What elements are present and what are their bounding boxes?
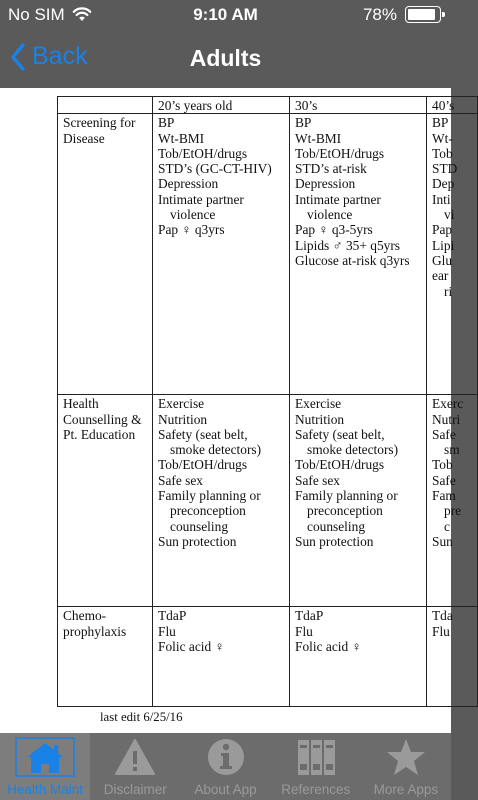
row-label-line: Disease	[63, 130, 105, 146]
cell-line: ear	[432, 268, 449, 284]
cell-line: Flu	[295, 623, 313, 639]
cell-line: Tob	[432, 145, 453, 161]
cell-line: Inti	[432, 191, 451, 207]
column-header: 20’s years old	[153, 97, 290, 114]
battery-percent: 78%	[362, 5, 397, 24]
table-cell	[427, 114, 478, 395]
cell-line: Pap	[432, 222, 453, 238]
star-icon	[385, 737, 427, 777]
cell-line: Sun protection	[158, 533, 237, 549]
cell-line: Tob/EtOH/drugs	[295, 457, 385, 473]
cell-line: Wt-BMI	[295, 130, 342, 146]
cell-line: Tob	[432, 457, 453, 473]
cell-line: Safe sex	[158, 472, 203, 488]
table-cell	[153, 395, 290, 607]
table-cell	[153, 114, 290, 395]
cell-line: Lipids ♂ 35+ q5yrs	[295, 237, 401, 253]
status-bar	[0, 0, 451, 30]
cell-line: smoke detectors)	[170, 442, 262, 458]
cell-line: STD’s at-risk	[295, 161, 367, 177]
cell-line: Nutrition	[158, 411, 208, 427]
tab-label: Health Maint	[7, 782, 83, 797]
cell-line: Intimate partner	[158, 191, 244, 207]
cell-line: Dep	[432, 176, 455, 192]
row-label	[58, 395, 153, 607]
row-label-line: Pt. Education	[63, 426, 136, 442]
table-cell	[427, 395, 478, 607]
cell-line: Safety (seat belt,	[158, 426, 248, 442]
cell-line: Flu	[432, 623, 450, 639]
carrier-label: No SIM	[8, 5, 65, 24]
row-label-line: Counselling &	[63, 411, 142, 427]
page-title: Adults	[189, 45, 262, 71]
cell-line: Folic acid ♀	[295, 638, 362, 654]
last-edit-note: last edit 6/25/16	[100, 710, 183, 724]
row-label-line: Chemo-	[63, 608, 107, 624]
table-header-row	[58, 97, 478, 114]
row-label-line: Screening for	[63, 115, 136, 131]
cell-line: ri	[444, 283, 453, 299]
cell-line: sm	[444, 442, 460, 458]
cell-line: BP	[432, 115, 449, 131]
battery-icon	[405, 6, 441, 23]
cell-line: counseling	[170, 518, 229, 534]
cell-line: BP	[295, 115, 312, 131]
cell-line: Nutri	[432, 411, 461, 427]
schedule-table	[57, 96, 478, 707]
cell-line: STD	[432, 161, 458, 177]
cell-line: Tob/EtOH/drugs	[158, 457, 248, 473]
cell-line: Nutrition	[295, 411, 345, 427]
row-label-line: Health	[63, 396, 99, 412]
cell-line: Family planning or	[295, 488, 398, 504]
cell-line: pre	[444, 503, 462, 519]
column-header: 30’s	[290, 97, 427, 114]
cell-line: preconception	[307, 503, 383, 519]
cell-line: counseling	[307, 518, 366, 534]
cell-line: Safe	[432, 472, 456, 488]
navigation-bar	[0, 30, 451, 88]
table-cell	[290, 395, 427, 607]
cell-line: Exerc	[432, 396, 464, 412]
tab-about-app[interactable]	[180, 733, 270, 800]
cell-line: Wt-BMI	[158, 130, 205, 146]
row-label-line: prophylaxis	[63, 623, 127, 639]
cell-line: Depression	[158, 176, 219, 192]
back-label: Back	[32, 42, 88, 70]
binders-icon	[295, 737, 337, 777]
cell-line: Safety (seat belt,	[295, 426, 385, 442]
cell-line: Folic acid ♀	[158, 638, 225, 654]
cell-line: Pap ♀ q3-5yrs	[295, 222, 373, 238]
cell-line: TdaP	[295, 608, 324, 624]
tab-label: About App	[194, 782, 257, 797]
cell-line: violence	[307, 207, 353, 223]
column-header	[58, 97, 153, 114]
column-header: 40’s	[427, 97, 478, 114]
table-row	[58, 114, 478, 395]
cell-line: Flu	[158, 623, 176, 639]
tab-label: References	[281, 782, 351, 797]
clock: 9:10 AM	[193, 5, 258, 24]
cell-line: Exercise	[295, 396, 342, 412]
table-row	[58, 607, 478, 707]
cell-line: preconception	[170, 503, 246, 519]
tab-references[interactable]	[271, 733, 361, 800]
info-icon	[205, 737, 247, 777]
tab-bar	[0, 733, 451, 800]
cell-line: Tob/EtOH/drugs	[158, 145, 248, 161]
cell-line: vi	[444, 207, 455, 223]
cell-line: Lipi	[432, 237, 455, 253]
cell-line: Sun	[432, 533, 453, 549]
cell-line: smoke detectors)	[307, 442, 399, 458]
cell-line: Glu	[432, 252, 453, 268]
cell-line: STD’s (GC-CT-HIV)	[158, 161, 272, 177]
cell-line: Glucose at-risk q3yrs	[295, 252, 410, 268]
cell-line: Sun protection	[295, 533, 374, 549]
table-row	[58, 395, 478, 607]
cell-line: violence	[170, 207, 216, 223]
cell-line: Wt-	[432, 130, 453, 146]
warning-icon	[114, 737, 156, 777]
cell-line: Exercise	[158, 396, 205, 412]
cell-line: Depression	[295, 176, 356, 192]
tab-more-apps[interactable]	[361, 733, 451, 800]
cell-line: Fam	[432, 488, 456, 504]
table-cell	[153, 607, 290, 707]
cell-line: c	[444, 518, 450, 534]
table-cell	[290, 607, 427, 707]
cell-line: BP	[158, 115, 175, 131]
cell-line: TdaP	[158, 608, 187, 624]
document-view[interactable]	[0, 88, 464, 733]
cell-line: Tda	[432, 608, 453, 624]
table-cell	[290, 114, 427, 395]
house-icon	[15, 737, 75, 777]
cell-line: Pap ♀ q3yrs	[158, 222, 225, 238]
cell-line: Family planning or	[158, 488, 261, 504]
tab-label: Disclaimer	[103, 782, 167, 797]
cell-line: Safe	[432, 426, 456, 442]
row-label	[58, 114, 153, 395]
tab-label: More Apps	[373, 782, 439, 797]
row-label	[58, 607, 153, 707]
cell-line: Safe sex	[295, 472, 340, 488]
cell-line: Intimate partner	[295, 191, 381, 207]
cell-line: Tob/EtOH/drugs	[295, 145, 385, 161]
table-cell	[427, 607, 478, 707]
tab-disclaimer[interactable]	[90, 733, 180, 800]
tab-health-maint[interactable]	[0, 733, 90, 800]
